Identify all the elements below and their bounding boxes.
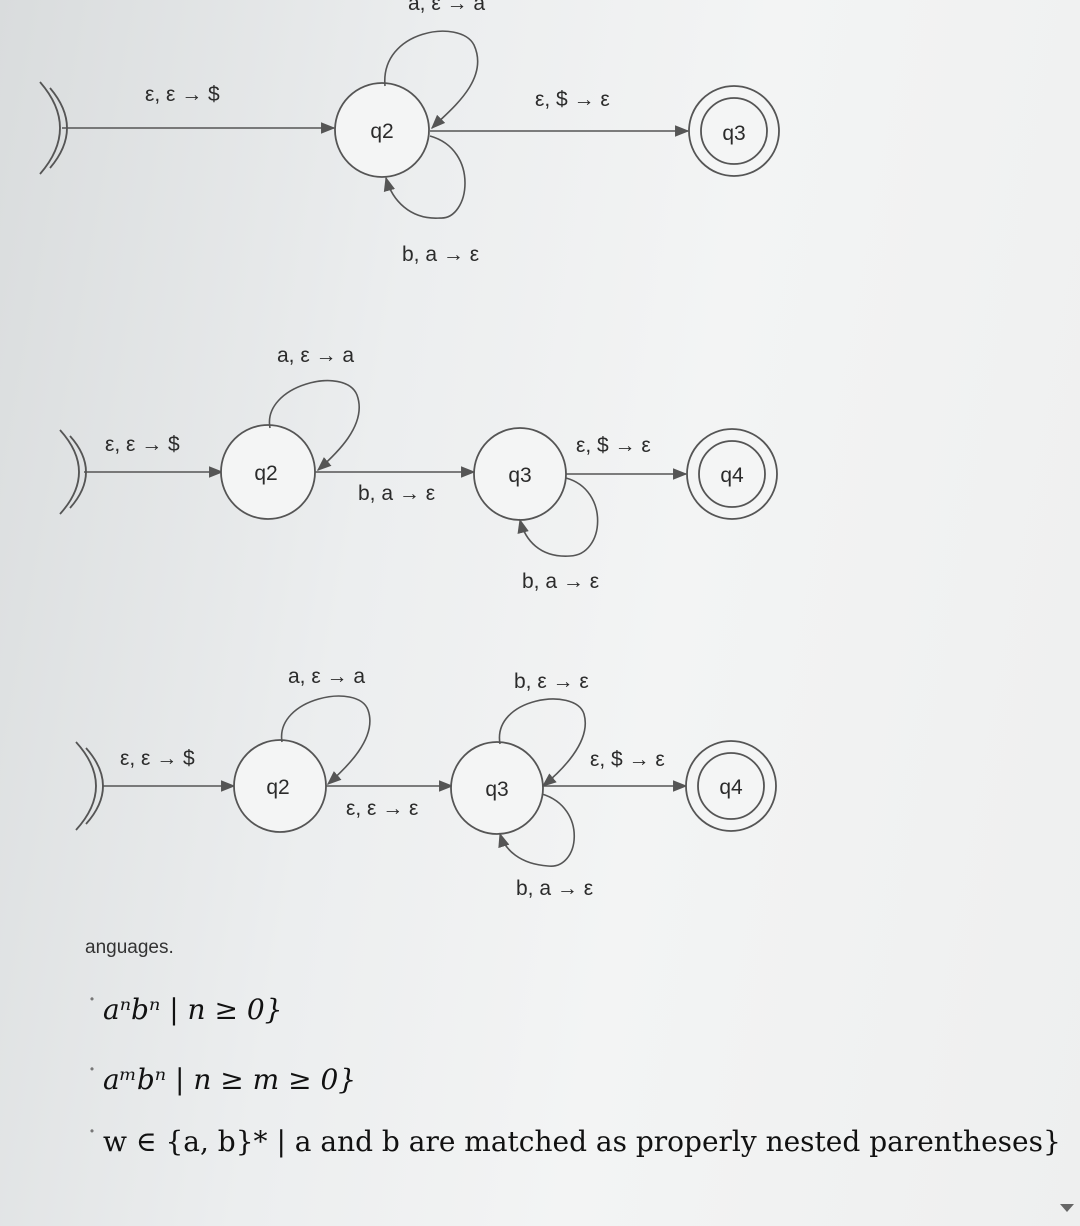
edge-label-loop-q3-top: b, ε → ε: [514, 670, 589, 693]
edge-label-q3-q4: ε, $ → ε: [576, 434, 651, 457]
state-label-q2: q2: [266, 776, 290, 799]
scroll-down-icon[interactable]: [1060, 1204, 1074, 1212]
language-item-2: [85, 1063, 356, 1096]
edge-label-start: ε, ε → $: [105, 433, 180, 456]
pda-diagram-1: [40, 0, 779, 266]
state-label-q3: q3: [485, 778, 509, 801]
edge-label-q2-q3: ε, ε → ε: [346, 797, 419, 820]
edge-label-start: ε, ε → $: [145, 83, 220, 106]
cropped-brace-icon: ˙: [85, 993, 99, 1026]
language-expression: aⁿbⁿ | n ≥ 0}: [103, 993, 283, 1026]
edge-label-q2-q3: ε, $ → ε: [535, 88, 610, 111]
language-expression: aᵐbⁿ | n ≥ m ≥ 0}: [103, 1063, 357, 1096]
edge-label-loop-q2: a, ε → a: [277, 344, 355, 367]
cropped-brace-icon: ˙: [85, 1063, 99, 1096]
state-label-q4: q4: [719, 776, 743, 799]
language-item-3: [85, 1125, 1061, 1158]
state-label-q3: q3: [722, 122, 746, 145]
state-label-q2: q2: [370, 120, 394, 143]
state-label-q2: q2: [254, 462, 278, 485]
start-arc-icon: [76, 742, 96, 830]
edge-label-start: ε, ε → $: [120, 747, 195, 770]
language-expression: w ∈ {a, b}* | a and b are matched as properly nested parentheses}: [103, 1125, 1061, 1158]
cropped-brace-icon: ˙: [85, 1125, 99, 1158]
state-label-q4: q4: [720, 464, 744, 487]
edge-label-loop-q2-top: a, ε → a: [408, 0, 486, 15]
edge-label-loop-q3-bottom: b, a → ε: [516, 877, 594, 900]
language-item-1: [85, 993, 282, 1026]
edge-label-loop-q2: a, ε → a: [288, 665, 366, 688]
state-label-q3: q3: [508, 464, 532, 487]
edge-label-loop-q3: b, a → ε: [522, 570, 600, 593]
pda-diagram-3: [76, 665, 776, 900]
pda-diagram-2: [60, 344, 777, 593]
edge-label-loop-q2-bottom: b, a → ε: [402, 243, 480, 266]
edge-label-q2-q3: b, a → ε: [358, 482, 436, 505]
edge-label-q3-q4: ε, $ → ε: [590, 748, 665, 771]
languages-intro: anguages.: [85, 937, 174, 958]
